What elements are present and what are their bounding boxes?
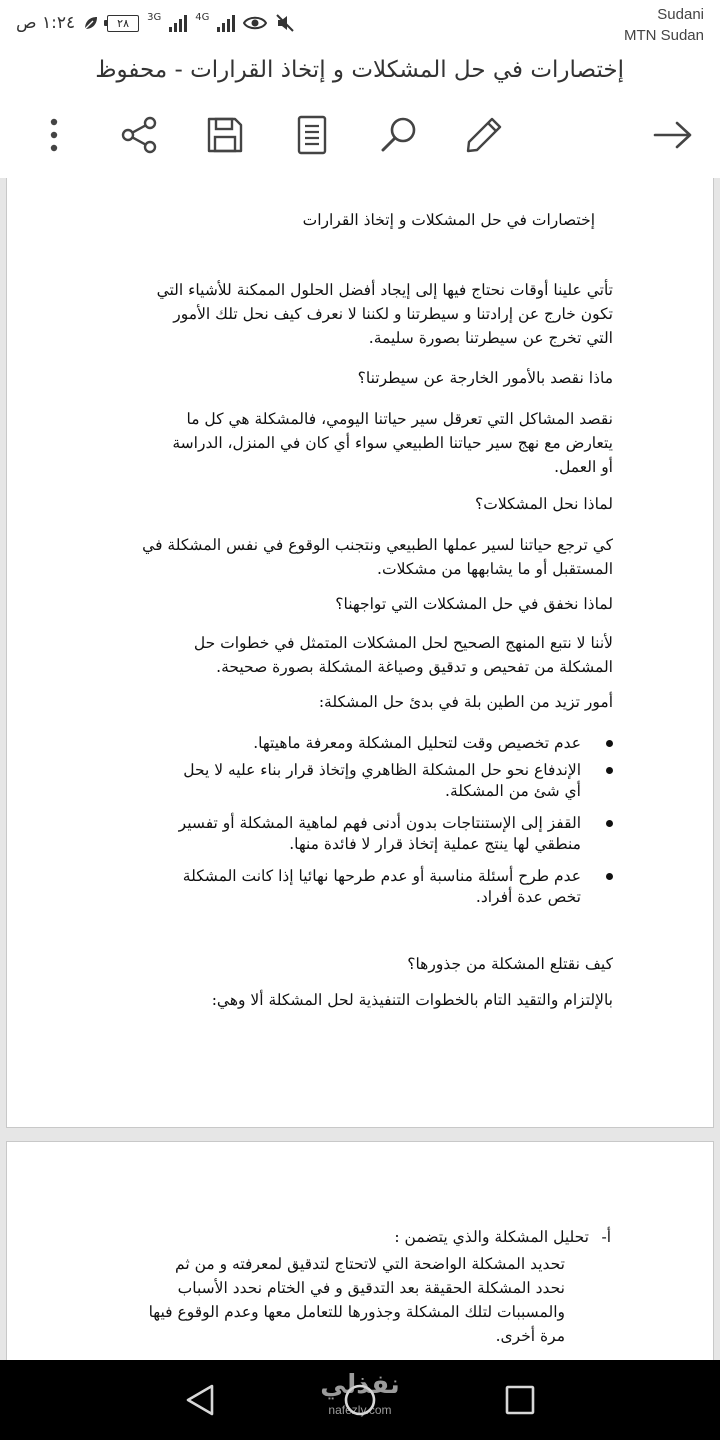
- save-icon: [206, 116, 244, 154]
- signal-icon: [169, 14, 187, 32]
- list-item: القفز إلى الإستنتاجات بدون أدنى فهم لماهية المشكلة أو تفسير منطقي لها ينتج عملية إتخاذ قرار لا فائدة منها.: [93, 813, 613, 855]
- answer-paragraph: بالإلتزام والتقيد التام بالخطوات التنفيذية لحل المشكلة ألا وهي:: [211, 991, 613, 1009]
- carrier-name-2: MTN Sudan: [623, 27, 704, 44]
- list-marker: أ-: [601, 1228, 611, 1246]
- back-triangle-icon: [184, 1383, 216, 1417]
- forward-arrow-icon: [653, 120, 693, 150]
- reading-view-button[interactable]: [287, 110, 337, 160]
- carrier-info: [554, 4, 704, 46]
- question-heading: أمور تزيد من الطين بلة في بدئ حل المشكلة:: [318, 693, 613, 711]
- navigation-bar: [0, 1360, 720, 1440]
- bullet-icon: [606, 873, 613, 880]
- answer-paragraph: نقصد المشاكل التي تعرقل سير حياتنا اليومي، فالمشكلة هي كل ما يتعارض مع نهج سير حياتنا الطبيعي سواء أي كان في المنزل، الدراسة أو العمل.: [172, 410, 613, 476]
- save-button[interactable]: [200, 110, 250, 160]
- document-page: [6, 178, 714, 1128]
- more-vertical-icon: [49, 117, 59, 153]
- eye-icon: [243, 14, 267, 32]
- toolbar: [0, 100, 720, 170]
- network-type-2: 4G: [195, 11, 210, 23]
- mute-icon: [275, 13, 295, 33]
- bullet-icon: [606, 820, 613, 827]
- edit-icon: [464, 115, 504, 155]
- battery-level: ٢٨: [117, 16, 129, 30]
- edit-button[interactable]: [459, 110, 509, 160]
- network-type-1: 3G: [147, 11, 162, 23]
- question-heading: ماذا نقصد بالأمور الخارجة عن سيطرتنا؟: [357, 369, 613, 387]
- document-viewport[interactable]: [0, 178, 720, 1360]
- carrier-name: Sudani: [657, 6, 704, 23]
- forward-button[interactable]: [648, 110, 698, 160]
- question-heading: كيف نقتلع المشكلة من جذورها؟: [407, 955, 613, 973]
- recents-button[interactable]: [498, 1380, 542, 1420]
- intro-paragraph: تأتي علينا أوقات نحتاج فيها إلى إيجاد أفضل الحلول الممكنة للأشياء التي تكون خارج عن إرادتنا و سيطرتنا و لكننا لا نعرف كيف نحل تلك الأمور التي تخرج عن سيطرتنا بصورة سليمة.: [156, 281, 613, 347]
- signal-icon: [217, 14, 235, 32]
- status-bar: [0, 0, 720, 46]
- section-heading: تحليل المشكلة والذي يتضمن :: [394, 1228, 589, 1246]
- more-options-button[interactable]: [29, 110, 79, 160]
- search-button[interactable]: [374, 110, 424, 160]
- document-title: إختصارات في حل المشكلات و إتخاذ القرارات - محفوظ: [95, 57, 624, 83]
- document-page: [6, 1141, 714, 1360]
- battery-icon: [107, 15, 139, 32]
- status-left: [16, 10, 295, 36]
- list-item: الإندفاع نحو حل المشكلة الظاهري وإتخاذ قرار بناء عليه لا يحل أي شئ من المشكلة.: [93, 760, 613, 802]
- back-button[interactable]: [178, 1380, 222, 1420]
- watermark-logo: نفذلي nafezly.com: [320, 1370, 400, 1417]
- bullet-icon: [606, 740, 613, 747]
- recents-square-icon: [504, 1384, 536, 1416]
- page-heading: إختصارات في حل المشكلات و إتخاذ القرارات: [302, 211, 595, 229]
- share-icon: [120, 116, 158, 154]
- search-icon: [379, 115, 419, 155]
- reading-view-icon: [297, 115, 327, 155]
- list-item: عدم طرح أسئلة مناسبة أو عدم طرحها نهائيا إذا كانت المشكلة تخص عدة أفراد.: [93, 866, 613, 908]
- question-heading: لماذا نخفق في حل المشكلات التي تواجهنا؟: [335, 595, 613, 613]
- question-heading: لماذا نحل المشكلات؟: [475, 495, 613, 513]
- share-button[interactable]: [114, 110, 164, 160]
- clock: ١:٢٤ ص: [16, 13, 76, 33]
- leaf-icon: [83, 15, 99, 31]
- section-paragraph: تحديد المشكلة الواضحة التي لاتحتاج لتدقيق لمعرفته و من ثم نحدد المشكلة الحقيقة بعد التدقيق و في الختام نحدد الأسباب والمسببات لتلك المشكلة وجذورها للتعامل معها وعدم الوقوع فيها مرة أخرى.: [148, 1255, 565, 1345]
- list-item: عدم تخصيص وقت لتحليل المشكلة ومعرفة ماهيتها.: [93, 733, 613, 754]
- bullet-icon: [606, 767, 613, 774]
- answer-paragraph: كي ترجع حياتنا لسير عملها الطبيعي ونتجنب الوقوع في نفس المشكلة في المستقبل أو ما يشابهها من مشكلات.: [142, 536, 613, 578]
- answer-paragraph: لأننا لا نتبع المنهج الصحيح لحل المشكلات المتمثل في خطوات حل المشكلة من تفحيص و تدقيق وصياغة المشكلة بصورة صحيحة.: [193, 634, 613, 676]
